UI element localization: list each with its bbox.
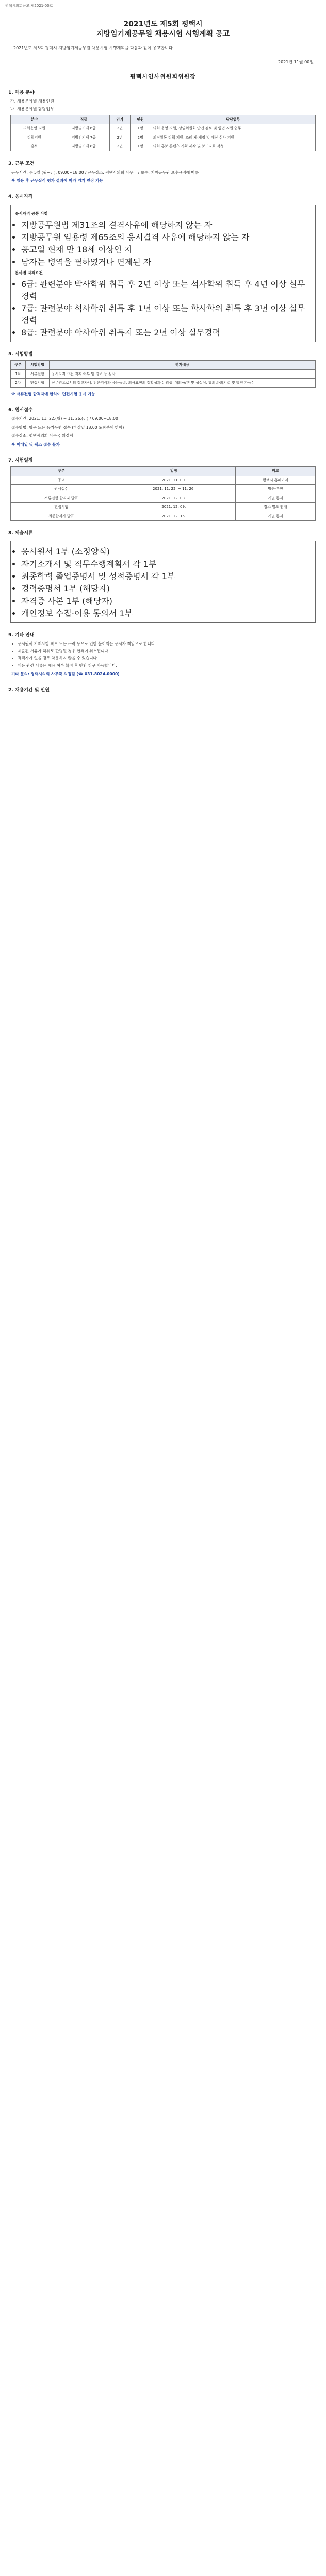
cell: 면접시험 bbox=[11, 503, 112, 512]
list-item: • 자기소개서 및 직무수행계획서 각 1부 bbox=[21, 557, 311, 569]
cell: 서류전형 bbox=[25, 369, 49, 379]
cell: 응시자격 요건 적격 여부 및 경력 등 심사 bbox=[50, 369, 316, 379]
cell: 개별 통지 bbox=[236, 512, 316, 521]
cell: 지방임기제 7급 bbox=[58, 133, 109, 142]
schedule-th: 구분 bbox=[11, 467, 112, 476]
notice-date: 2021년 11월 00일 bbox=[278, 59, 314, 64]
cell: 의정활동 정책 지원, 조례 제·개정 및 예산 심사 지원 bbox=[151, 133, 315, 142]
section-etc: 9. 기타 안내 bbox=[8, 633, 35, 638]
cell: 지방임기제 6급 bbox=[58, 124, 109, 133]
section-schedule: 7. 시험일정 bbox=[8, 458, 33, 464]
recruit-th: 인원 bbox=[130, 115, 151, 124]
exam-th: 시험방법 bbox=[25, 361, 49, 370]
cell: 2년 bbox=[109, 124, 130, 133]
schedule-table bbox=[10, 466, 316, 521]
table-row bbox=[11, 133, 316, 142]
cell: 공무원으로서의 정신자세, 전문지식과 응용능력, 의사표현의 정확성과 논리성, 예의·품행 및 성실성, 창의력·의지력 및 발전 가능성 bbox=[50, 379, 316, 388]
cell: 2021. 11. 22. ~ 11. 26. bbox=[112, 485, 236, 494]
cell: 방문·우편 bbox=[236, 485, 316, 494]
exam-th: 구분 bbox=[11, 361, 26, 370]
intro-text: 2021년도 제5회 평택시 지방임기제공무원 채용시험 시행계획을 다음과 같이 공고합니다. bbox=[13, 45, 174, 50]
list-item: • 7급: 관련분야 석사학위 취득 후 1년 이상 또는 학사학위 취득 후 3년 이상 실무경력 bbox=[21, 302, 311, 326]
cell: 최종합격자 발표 bbox=[11, 512, 112, 521]
list-item: • 경력증명서 1부 (해당자) bbox=[21, 582, 311, 594]
eligibility-box bbox=[10, 205, 316, 342]
list-item: • 채용 관련 서류는 채용 여부 확정 후 반환 청구 가능합니다. bbox=[18, 663, 315, 669]
conditions-text: 근무시간: 주 5일 (월~금), 09:00~18:00 / 근무장소: 평택시의회 사무국 / 보수: 지방공무원 보수규정에 따름 bbox=[11, 170, 199, 175]
recruit-note-1: 가. 채용분야별 채용인원 bbox=[10, 98, 54, 104]
cell: 장소 별도 안내 bbox=[236, 503, 316, 512]
recruit-th: 담당업무 bbox=[151, 115, 315, 124]
cell: 면접시험 bbox=[25, 379, 49, 388]
list-item: • 응시원서 기재사항 착오 또는 누락 등으로 인한 불이익은 응시자 책임으로 합니다. bbox=[18, 641, 315, 648]
table-row bbox=[11, 485, 316, 494]
list-item: • 공고일 현재 만 18세 이상인 자 bbox=[21, 243, 311, 255]
recruit-th: 직급 bbox=[58, 115, 109, 124]
notice-number: 평택시의회공고 제2021-00호 bbox=[5, 2, 321, 10]
table-row bbox=[11, 124, 316, 133]
list-item: • 6급: 관련분야 박사학위 취득 후 2년 이상 또는 석사학위 취득 후 4년 이상 실무경력 bbox=[21, 278, 311, 301]
table-row bbox=[11, 503, 316, 512]
title-line-1: 2021년도 제5회 평택시 bbox=[123, 20, 203, 28]
cell: 지방임기제 8급 bbox=[58, 142, 109, 151]
conditions-highlight: ※ 임용 후 근무실적 평가 결과에 따라 임기 연장 가능 bbox=[11, 178, 103, 183]
cell: 2021. 12. 03. bbox=[112, 494, 236, 503]
title-line-2: 지방임기제공무원 채용시험 시행계획 공고 bbox=[96, 29, 230, 38]
cell: 평택시 홈페이지 bbox=[236, 476, 316, 485]
cell: 의회 홍보 콘텐츠 기획·제작 및 보도자료 작성 bbox=[151, 142, 315, 151]
section-apply: 6. 원서접수 bbox=[8, 407, 33, 413]
notice-page bbox=[5, 0, 321, 693]
list-item: • 개인정보 수집·이용 동의서 1부 bbox=[21, 607, 311, 619]
recruit-th: 분야 bbox=[11, 115, 58, 124]
table-row bbox=[11, 476, 316, 485]
section-exam: 5. 시험방법 bbox=[8, 352, 33, 358]
section-recruit-field: 1. 채용 분야 bbox=[8, 90, 35, 95]
cell: 의회 운영 지원, 상임위원회 안건 검토 및 입법 지원 업무 bbox=[151, 124, 315, 133]
apply-method: 접수방법: 방문 또는 등기우편 접수 (마감일 18:00 도착분에 한함) bbox=[11, 425, 124, 430]
table-row bbox=[11, 369, 316, 379]
issuing-org: 평택시인사위원회위원장 bbox=[130, 73, 196, 80]
eligibility-detail-title: 분야별 자격요건 bbox=[15, 270, 43, 276]
cell: 1명 bbox=[130, 142, 151, 151]
section-documents: 8. 제출서류 bbox=[8, 531, 33, 536]
exam-note: ※ 서류전형 합격자에 한하여 면접시험 응시 가능 bbox=[11, 391, 95, 396]
recruit-note-2: 나. 채용분야별 담당업무 bbox=[10, 106, 54, 111]
exam-table bbox=[10, 360, 316, 388]
cell: 정책지원 bbox=[11, 133, 58, 142]
list-item: • 자격증 사본 1부 (해당자) bbox=[21, 595, 311, 606]
list-item: • 응시원서 1부 (소정양식) bbox=[21, 545, 311, 557]
list-item: • 적격자가 없을 경우 채용하지 않을 수 있습니다. bbox=[18, 655, 315, 662]
cell: 2년 bbox=[109, 142, 130, 151]
list-item: • 제출된 서류가 허위로 판명될 경우 합격이 취소됩니다. bbox=[18, 648, 315, 655]
etc-list bbox=[11, 641, 315, 669]
recruit-table bbox=[10, 115, 316, 151]
cell: 홍보 bbox=[11, 142, 58, 151]
cell: 2차 bbox=[11, 379, 26, 388]
cell: 2명 bbox=[130, 133, 151, 142]
apply-period: 접수기간: 2021. 11. 22.(월) ~ 11. 26.(금) / 09:00~18:00 bbox=[11, 416, 118, 421]
schedule-th: 비고 bbox=[236, 467, 316, 476]
cell: 1명 bbox=[130, 124, 151, 133]
table-row bbox=[11, 142, 316, 151]
apply-warning: ※ 이메일 및 팩스 접수 불가 bbox=[11, 442, 60, 447]
section-period: 2. 채용기간 및 인원 bbox=[8, 687, 50, 693]
list-item: • 최종학력 졸업증명서 및 성적증명서 각 1부 bbox=[21, 570, 311, 582]
cell: 서류전형 합격자 발표 bbox=[11, 494, 112, 503]
documents-box bbox=[10, 541, 316, 623]
section-conditions: 3. 근무 조건 bbox=[8, 161, 35, 166]
section-eligibility: 4. 응시자격 bbox=[8, 194, 33, 200]
cell: 의회운영 지원 bbox=[11, 124, 58, 133]
schedule-th: 일정 bbox=[112, 467, 236, 476]
table-row bbox=[11, 494, 316, 503]
exam-th: 평가내용 bbox=[50, 361, 316, 370]
recruit-th: 임기 bbox=[109, 115, 130, 124]
list-item: • 남자는 병역을 필하였거나 면제된 자 bbox=[21, 256, 311, 267]
cell: 개별 통지 bbox=[236, 494, 316, 503]
apply-place: 접수장소: 평택시의회 사무국 의정팀 bbox=[11, 433, 73, 438]
eligibility-box-title: 응시자격 공통 사항 bbox=[15, 211, 48, 216]
cell: 공고 bbox=[11, 476, 112, 485]
cell: 2021. 11. 00. bbox=[112, 476, 236, 485]
notice-title bbox=[5, 20, 321, 39]
table-row bbox=[11, 512, 316, 521]
table-row bbox=[11, 379, 316, 388]
cell: 1차 bbox=[11, 369, 26, 379]
cell: 원서접수 bbox=[11, 485, 112, 494]
list-item: • 8급: 관련분야 학사학위 취득자 또는 2년 이상 실무경력 bbox=[21, 326, 311, 338]
contact-info: 기타 문의: 평택시의회 사무국 의정팀 (☎ 031-8024-0000) bbox=[11, 671, 120, 676]
list-item: • 지방공무원 임용령 제65조의 응시결격 사유에 해당하지 않는 자 bbox=[21, 231, 311, 243]
cell: 2년 bbox=[109, 133, 130, 142]
cell: 2021. 12. 15. bbox=[112, 512, 236, 521]
list-item: • 지방공무원법 제31조의 결격사유에 해당하지 않는 자 bbox=[21, 218, 311, 230]
cell: 2021. 12. 09. bbox=[112, 503, 236, 512]
